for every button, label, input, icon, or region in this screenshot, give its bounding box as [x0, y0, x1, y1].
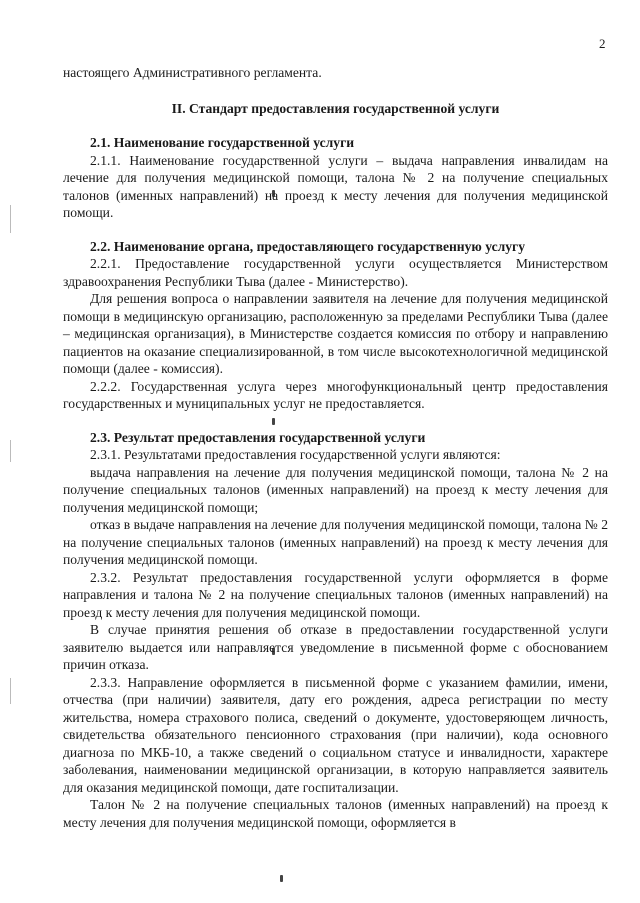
paragraph-2-1-1: 2.1.1. Наименование государственной услуги – выдача направления инвалидам на лечение для получения медицинской помощи, талона № 2 на получение специальных талонов (именных направлений) на проезд к месту лечения для получения медицинской помощи.: [63, 152, 608, 220]
page-number: 2: [599, 36, 606, 51]
intro-line: настоящего Административного регламента.: [63, 65, 322, 80]
scan-speck: [280, 875, 283, 882]
paragraph-2-3-1-refusal: отказ в выдаче направления на лечение для получения медицинской помощи, талона № 2 на получение специальных талонов (именных направлений) на проезд к месту лечения для получения медицинской помощи.: [63, 517, 608, 567]
subsection-heading-2-3: 2.3. Результат предоставления государственной услуги: [90, 429, 426, 445]
paragraph-2-3-3-talon: Талон № 2 на получение специальных талонов (именных направлений) на проезд к месту лечения для получения медицинской помощи, оформляется в: [63, 797, 608, 830]
paragraph-2-3-1-issue: выдача направления на лечение для получения медицинской помощи, талона № 2 на получение специальных талонов (именных направлений) на проезд к месту лечения для получения медицинской помощи;: [63, 464, 608, 515]
scan-margin-mark: [10, 205, 11, 233]
document-body: [63, 64, 608, 831]
paragraph-2-3-1: 2.3.1. Результатами предоставления государственной услуги являются:: [90, 447, 501, 462]
paragraph-2-3-2: 2.3.2. Результат предоставления государственной услуги оформляется в форме направления и талона № 2 на получение специальных талонов (именных направлений) на проезд к месту лечения для получения медицинской помощи.: [63, 569, 608, 620]
paragraph-2-2-1-commission: Для решения вопроса о направлении заявителя на лечение для получения медицинской помощи в медицинскую организацию, расположенную за пределами Республики Тыва (далее – медицинская организация), в Министерстве создается комиссия по отбору и направлению пациентов на оказание специализированной, в том числе высокотехнологичной медицинской помощи (далее - комиссия).: [63, 291, 608, 376]
scan-margin-mark: [10, 440, 11, 462]
subsection-heading-2-1: 2.1. Наименование государственной услуги: [90, 135, 355, 150]
paragraph-2-3-3: 2.3.3. Направление оформляется в письменной форме с указанием фамилии, имени, отчества (при наличии) заявителя, дату его рождения, адреса регистрации по месту жительства, номера страхового полиса, сведений о документе, удостоверяющем личность, свидетельства обязательного пенсионного страхования (при наличии), кода основного диагноза по МКБ-10, а также сведений о социальном статусе и инвалидности, характере заболевания, наименовании медицинской организации, в которую направляется заявитель для оказания медицинской помощи, дате госпитализации.: [63, 674, 608, 795]
paragraph-2-2-2: 2.2.2. Государственная услуга через многофункциональный центр предоставления государственных и муниципальных услуг не предоставляется.: [63, 378, 608, 411]
paragraph-2-3-2-refusal-notice: В случае принятия решения об отказе в предоставлении государственной услуги заявителю выдается или направляется уведомление в письменной форме с обоснованием причин отказа.: [63, 622, 608, 672]
section-title: II. Стандарт предоставления государственной услуги: [171, 100, 500, 116]
subsection-heading-2-2: 2.2. Наименование органа, предоставляющего государственную услугу: [90, 238, 526, 254]
scan-margin-mark: [10, 678, 11, 704]
paragraph-2-2-1: 2.2.1. Предоставление государственной услуги осуществляется Министерством здравоохранения Республики Тыва (далее - Министерство).: [63, 256, 608, 289]
